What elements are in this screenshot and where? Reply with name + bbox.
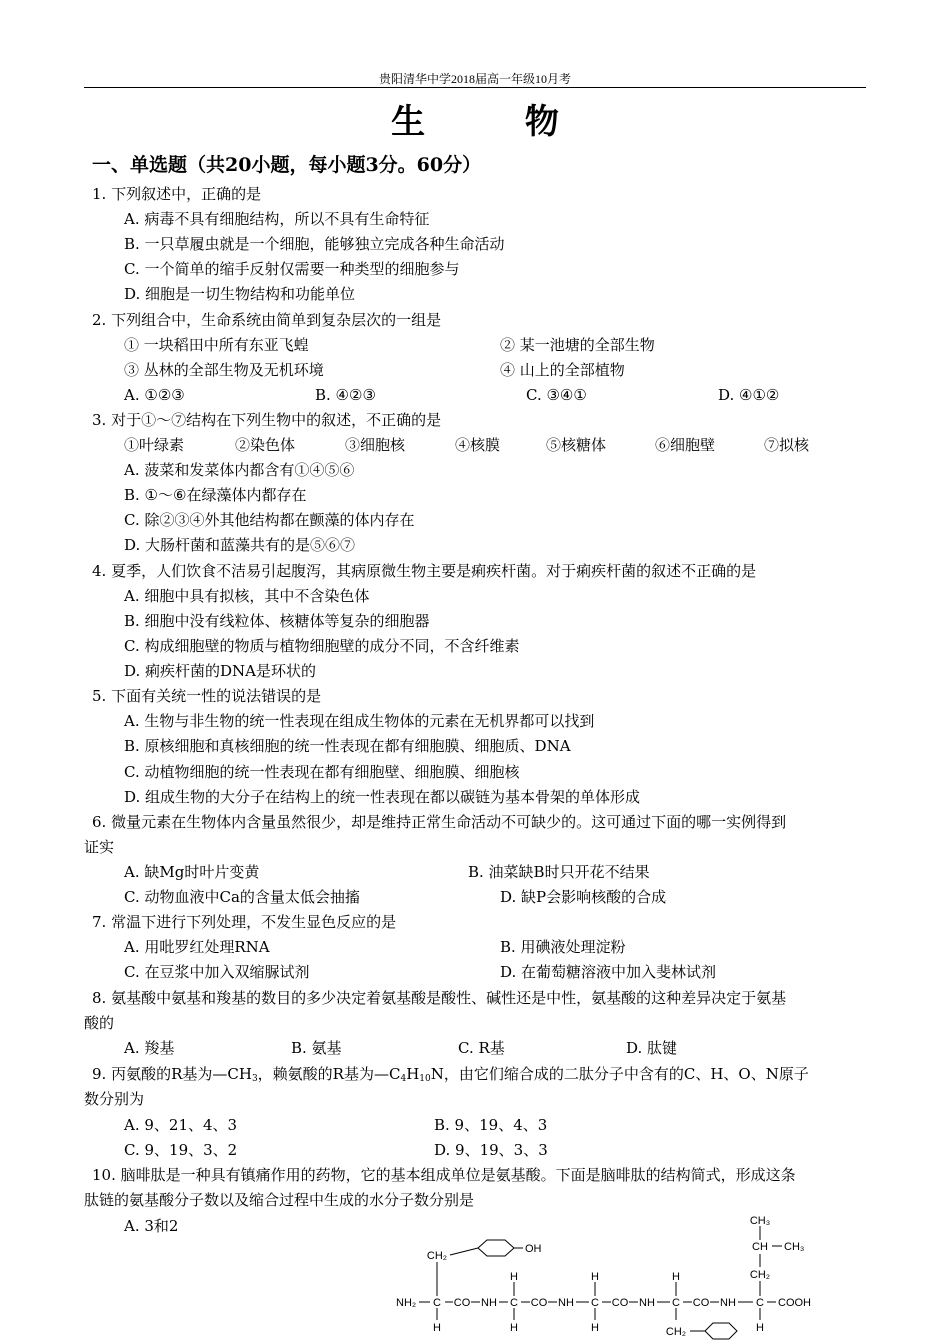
q9-subscript: 10 — [419, 1074, 431, 1084]
struct-c: C — [591, 1297, 599, 1309]
q2-option-b: B. ④②③ — [315, 386, 376, 404]
struct-h: H — [433, 1322, 441, 1334]
q5-option-c: C. 动植物细胞的统一性表现在都有细胞壁、细胞膜、细胞核 — [124, 763, 520, 781]
q9-stem — [92, 1064, 809, 1089]
q2-item-2: ② 某一池塘的全部生物 — [500, 336, 655, 354]
q2-stem: 2. 下列组合中，生命系统由简单到复杂层次的一组是 — [92, 311, 442, 329]
q9-stem-cont: 数分别为 — [84, 1090, 145, 1108]
struct-c: C — [510, 1297, 518, 1309]
q8-stem-cont: 酸的 — [84, 1014, 115, 1032]
q9-subscript: 3 — [251, 1074, 258, 1084]
struct-ch2-phe: CH₂ — [665, 1326, 687, 1338]
struct-co: CO — [692, 1297, 710, 1309]
q3-item: ②染色体 — [235, 436, 296, 454]
q7-option-a: A. 用吡罗红处理RNA — [124, 938, 270, 956]
q2-item-1: ① 一块稻田中所有东亚飞蝗 — [124, 336, 309, 354]
q9-subscript: 4 — [400, 1074, 407, 1084]
q1-option-d: D. 细胞是一切生物结构和功能单位 — [124, 285, 356, 303]
q7-option-c: C. 在豆浆中加入双缩脲试剂 — [124, 963, 310, 981]
struct-c: C — [433, 1297, 441, 1309]
q3-item: ⑦拟核 — [764, 436, 810, 454]
q2-option-a: A. ①②③ — [124, 386, 185, 404]
q10-stem-cont: 肽链的氨基酸分子数以及缩合过程中生成的水分子数分别是 — [84, 1191, 475, 1209]
struct-h: H — [756, 1322, 764, 1334]
q3-item: ①叶绿素 — [124, 436, 185, 454]
struct-c: C — [672, 1297, 680, 1309]
q2-item-3: ③ 丛林的全部生物及无机环境 — [124, 361, 324, 379]
q3-option-b: B. ①～⑥在绿藻体内都存在 — [124, 486, 307, 504]
section-heading: 一、单选题（共20小题，每小题3分。60分） — [92, 154, 482, 176]
enkephalin-structure — [390, 1210, 820, 1344]
q3-item: ⑤核糖体 — [546, 436, 607, 454]
header-rule — [84, 87, 866, 88]
q4-option-c: C. 构成细胞壁的物质与植物细胞壁的成分不同，不含纤维素 — [124, 637, 520, 655]
q5-stem: 5. 下面有关统一性的说法错误的是 — [92, 687, 322, 705]
q2-item-4: ④ 山上的全部植物 — [500, 361, 625, 379]
q4-option-b: B. 细胞中没有线粒体、核糖体等复杂的细胞器 — [124, 612, 430, 630]
q5-option-d: D. 组成生物的大分子在结构上的统一性表现在都以碳链为基本骨架的单体形成 — [124, 788, 641, 806]
q3-option-d: D. 大肠杆菌和蓝藻共有的是⑤⑥⑦ — [124, 536, 356, 554]
q9-option-b: B. 9、19、4、3 — [434, 1116, 548, 1134]
q9-stem-part: N，由它们缩合成的二肽分子中含有的C、H、O、N原子 — [430, 1065, 809, 1083]
struct-h: H — [510, 1271, 518, 1283]
q9-option-c: C. 9、19、3、2 — [124, 1141, 238, 1159]
q3-item: ⑥细胞壁 — [655, 436, 716, 454]
q10-option-a: A. 3和2 — [124, 1217, 179, 1235]
struct-co: CO — [530, 1297, 548, 1309]
struct-co: CO — [453, 1297, 471, 1309]
struct-nh: NH — [720, 1297, 736, 1309]
struct-ch3-top: CH₃ — [749, 1215, 771, 1227]
page-header: 贵阳清华中学2018届高一年级10月考 — [378, 72, 571, 86]
struct-h: H — [510, 1322, 518, 1334]
page-title: 生 物 — [391, 102, 603, 142]
q3-item: ③细胞核 — [345, 436, 406, 454]
q5-option-b: B. 原核细胞和真核细胞的统一性表现在都有细胞膜、细胞质、DNA — [124, 737, 571, 755]
struct-cooh: COOH — [778, 1297, 811, 1309]
q8-option-c: C. R基 — [458, 1039, 505, 1057]
q1-option-b: B. 一只草履虫就是一个细胞，能够独立完成各种生命活动 — [124, 235, 505, 253]
q4-stem: 4. 夏季，人们饮食不洁易引起腹泻，其病原微生物主要是痢疾杆菌。对于痢疾杆菌的叙述不正确的是 — [92, 562, 757, 580]
struct-nh: NH — [481, 1297, 497, 1309]
struct-co: CO — [611, 1297, 629, 1309]
q6-option-a: A. 缺Mg时叶片变黄 — [124, 863, 260, 881]
q6-stem-cont: 证实 — [84, 838, 115, 856]
q5-option-a: A. 生物与非生物的统一性表现在组成生物体的元素在无机界都可以找到 — [124, 712, 595, 730]
q3-option-c: C. 除②③④外其他结构都在颤藻的体内存在 — [124, 511, 415, 529]
q8-option-b: B. 氨基 — [291, 1039, 342, 1057]
q6-option-b: B. 油菜缺B时只开花不结果 — [468, 863, 650, 881]
q1-stem: 1. 下列叙述中，正确的是 — [92, 185, 262, 203]
q6-stem: 6. 微量元素在生物体内含量虽然很少，却是维持正常生命活动不可缺少的。这可通过下面的哪一实例得到 — [92, 813, 787, 831]
struct-c: C — [756, 1297, 764, 1309]
q9-stem-part: H — [406, 1065, 420, 1083]
q4-option-d: D. 痢疾杆菌的DNA是环状的 — [124, 662, 317, 680]
q8-option-a: A. 羧基 — [124, 1039, 175, 1057]
struct-ch2-tyr: CH₂ — [426, 1250, 448, 1262]
struct-ch3-side: CH₃ — [784, 1241, 805, 1253]
struct-h: H — [672, 1271, 680, 1283]
q6-option-d: D. 缺P会影响核酸的合成 — [500, 888, 667, 906]
q9-option-d: D. 9、19、3、3 — [434, 1141, 548, 1159]
struct-h: H — [591, 1271, 599, 1283]
struct-ch2-leu: CH₂ — [749, 1269, 771, 1281]
q8-stem: 8. 氨基酸中氨基和羧基的数目的多少决定着氨基酸是酸性、碱性还是中性，氨基酸的这种差异决定于氨基 — [92, 989, 787, 1007]
struct-nh2: NH₂ — [396, 1297, 417, 1309]
q7-option-b: B. 用碘液处理淀粉 — [500, 938, 626, 956]
struct-ch: CH — [752, 1241, 768, 1253]
q7-option-d: D. 在葡萄糖溶液中加入斐林试剂 — [500, 963, 717, 981]
struct-h: H — [591, 1322, 599, 1334]
q6-option-c: C. 动物血液中Ca的含量太低会抽搐 — [124, 888, 360, 906]
q10-stem: 10. 脑啡肽是一种具有镇痛作用的药物，它的基本组成单位是氨基酸。下面是脑啡肽的结构简式，形成这条 — [92, 1166, 796, 1184]
q3-stem: 3. 对于①～⑦结构在下列生物中的叙述，不正确的是 — [92, 411, 442, 429]
struct-nh: NH — [639, 1297, 655, 1309]
q1-option-c: C. 一个简单的缩手反射仅需要一种类型的细胞参与 — [124, 260, 460, 278]
struct-nh: NH — [558, 1297, 574, 1309]
q4-option-a: A. 细胞中具有拟核，其中不含染色体 — [124, 587, 370, 605]
struct-oh: OH — [525, 1243, 542, 1255]
q8-option-d: D. 肽键 — [626, 1039, 678, 1057]
q3-item: ④核膜 — [455, 436, 501, 454]
q3-option-a: A. 菠菜和发菜体内都含有①④⑤⑥ — [124, 461, 355, 479]
q9-stem-part: ，赖氨酸的R基为—C — [257, 1065, 401, 1083]
q2-option-d: D. ④①② — [718, 386, 780, 404]
q1-option-a: A. 病毒不具有细胞结构，所以不具有生命特征 — [124, 210, 430, 228]
q7-stem: 7. 常温下进行下列处理，不发生显色反应的是 — [92, 913, 397, 931]
q2-option-c: C. ③④① — [526, 386, 587, 404]
q9-option-a: A. 9、21、4、3 — [124, 1116, 238, 1134]
q9-stem-part: 9. 丙氨酸的R基为—CH — [92, 1065, 252, 1083]
